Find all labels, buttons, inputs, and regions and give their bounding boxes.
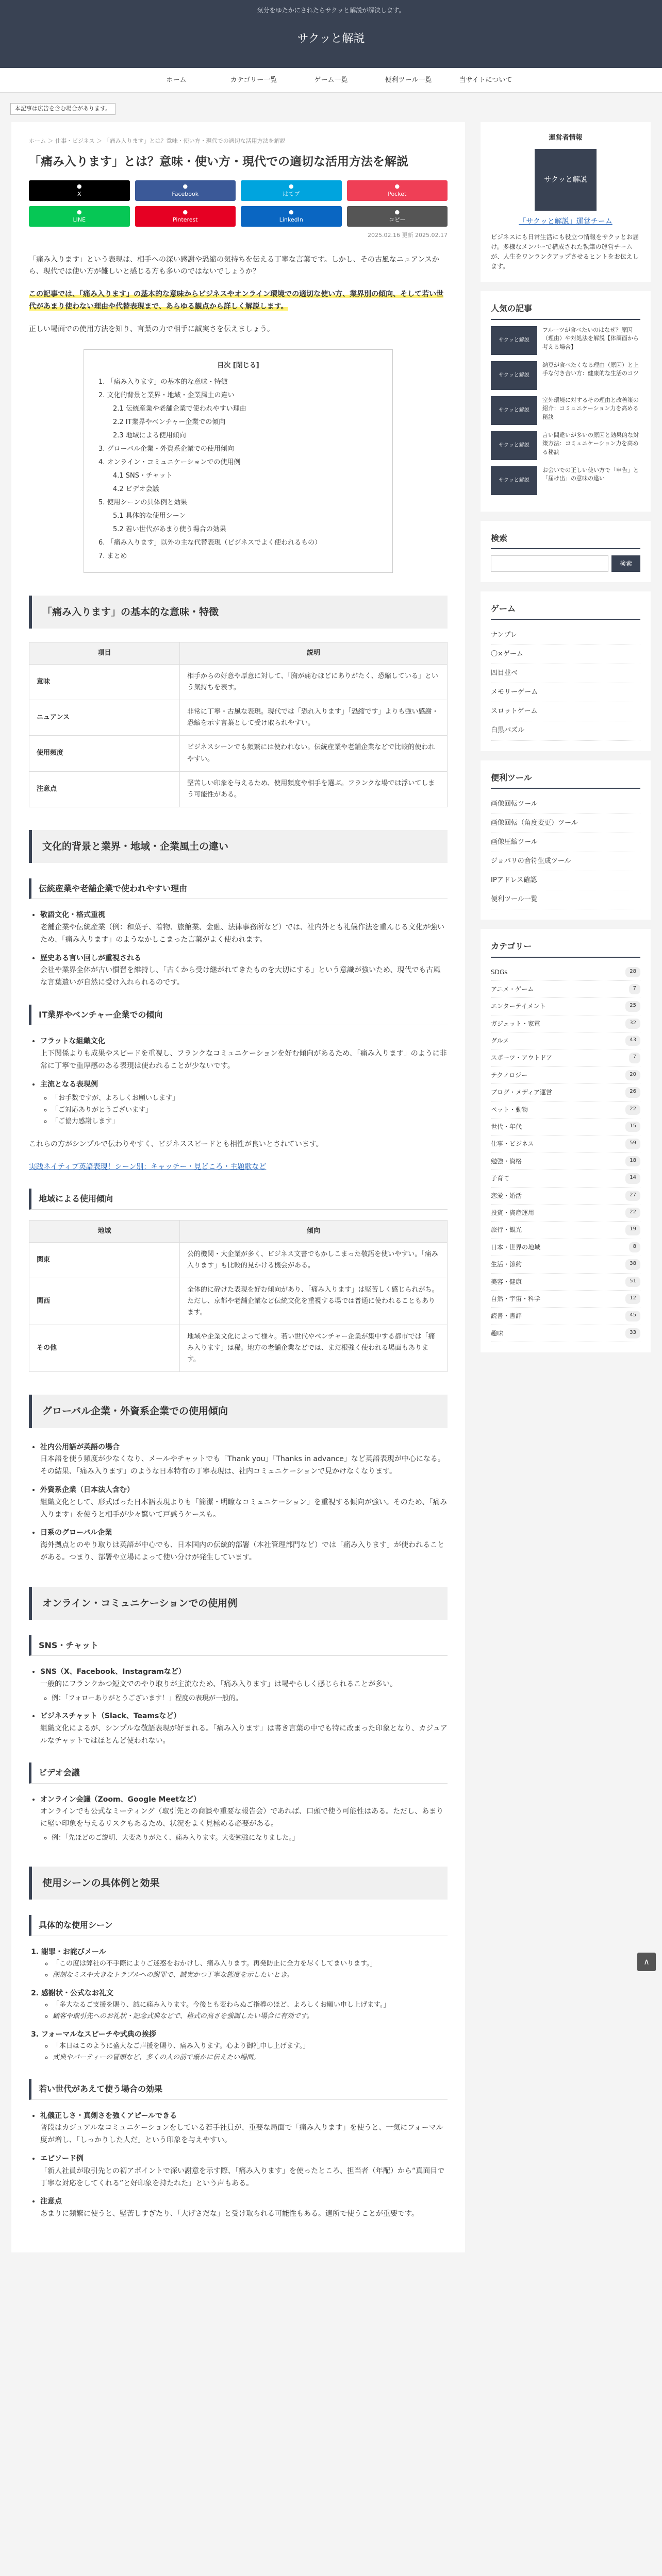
intro-2-highlight: この記事では、「痛み入ります」の基本的な意味からビジネスやオンライン環境での適切な使い方、業界別の傾向、そして若い世代があまり使わない理由や代替表現まで、あらゆる観点から詳しく解説します。 [29,290,444,311]
table-header: 地域 [29,1220,180,1242]
post-thumbnail: サクッと解説 [491,466,537,495]
tool-link[interactable]: 便利ツール一覧 [491,890,640,909]
category-name: 読書・書評 [491,1312,522,1320]
summary-text: これらの方がシンプルで伝わりやすく、ビジネススピードとも相性が良いとされています。 [29,1140,323,1148]
global-list [29,1442,448,1564]
toc-title[interactable]: 目次 [閉じる] [217,361,259,369]
list-item [40,1710,448,1747]
category-link[interactable] [491,998,640,1015]
table-row [29,1325,448,1372]
category-link[interactable] [491,1015,640,1032]
toc-item[interactable]: 5.2 若い世代があまり使う場合の効果 [113,525,226,533]
nav-item[interactable]: 便利ツール一覧 [385,76,432,84]
share-icon: ● [288,182,294,190]
category-name: 日本・世界の地域 [491,1243,541,1251]
tool-heading: 便利ツール [491,771,640,789]
example-item [53,2052,448,2063]
category-count: 7 [629,1053,640,1063]
post-title[interactable]: 納豆が食べたくなる理由（原因）と上手な付き合い方：健康的な生活のコツ [542,361,639,377]
category-link[interactable] [491,1136,640,1153]
share-icon: ● [183,182,188,190]
list-item [40,1527,448,1564]
list-item-title: • 主流となる表現例 [40,1080,98,1089]
post-thumbnail: サクッと解説 [491,361,537,390]
table-cell: 関西 [29,1278,180,1325]
toc-item[interactable]: 2. 文化的背景と業界・地域・企業風土の違い [98,391,235,399]
example-item: ◦ 「ご対応ありがとうございます」 [52,1105,448,1116]
share-icon: ● [394,208,400,215]
popular-post[interactable] [491,361,640,390]
share-icon: ● [183,208,188,215]
category-link[interactable] [491,1118,640,1136]
header-notice: 気分をゆたかにされたらサクッと解説が解決します。 [0,0,662,21]
category-name: スポーツ・アウトドア [491,1054,553,1062]
it-list [29,1036,448,1127]
list-item-title: • 社内公用語が英語の場合 [40,1443,120,1451]
list-item-title: • フラットな組織文化 [40,1037,105,1046]
table-cell: 関東 [29,1242,180,1278]
subheading-5-1: 具体的な使用シーン [29,1915,448,1936]
list-item-title: • 敬語文化・格式重視 [40,911,105,920]
popular-post[interactable] [491,396,640,425]
list-item-title: • 礼儀正しさ・真剣さを強くアピールできる [40,2111,177,2120]
site-title[interactable]: サクッと解説 [0,21,662,68]
category-name: 仕事・ビジネス [491,1140,534,1148]
category-count: 43 [625,1036,640,1046]
category-name: ブログ・メディア運営 [491,1089,553,1096]
example-item [53,1970,448,1981]
table-of-contents [84,349,393,573]
intro-2 [29,289,448,313]
table-cell: 意味 [29,665,180,700]
list-item-title: • SNS（X、Facebook、Instagramなど） [40,1668,186,1676]
breadcrumb[interactable]: ホーム ＞ 仕事・ビジネス ＞ 「痛み入ります」とは？意味・使い方・現代での適切な活用方法を解説 [29,137,286,144]
category-link[interactable] [491,1256,640,1273]
section-heading-4: オンライン・コミュニケーションでの使用例 [29,1587,448,1620]
list-item-text: あまりに頻繁に使うと、堅苦しすぎたり、「大げさだな」と受け取られる可能性もある。適所で使うことが重要です。 [40,2210,419,2218]
toc-item[interactable]: 2.2 IT業界やベンチャー企業での傾向 [113,418,226,426]
share-icon: ● [394,182,400,190]
popular-heading: 人気の記事 [491,301,640,319]
example-item: ◦ 「ご協力感謝します」 [52,1116,448,1127]
game-link[interactable]: スロットゲーム [491,702,640,721]
post-dates: 2025.02.16 更新 2025.02.17 [368,231,448,239]
category-name: 趣味 [491,1329,504,1337]
related-link[interactable]: 実践ネイティブ英語表現！シーン別：キャッチー・見どころ・主題歌など [29,1162,267,1171]
list-item-text: 「新人社員が取引先との初アポイントで深い謝意を示す際、「痛み入ります」を使ったところ、担当者（年配）から“真面目で丁寧な対応をしてくれる”と好印象を持たれた」という声もある。 [40,2166,445,2188]
category-link[interactable] [491,1239,640,1256]
table-cell: 全体的に砕けた表現を好む傾向があり、「痛み入ります」は堅苦しく感じられがち。ただし、京都や老舗企業など伝統文化を重視する場では普通に使われることもあります。 [179,1278,447,1325]
table-row [29,736,448,771]
list-item-text: 会社や業界全体が古い慣習を維持し、「古くから受け継がれてきたものを大切にする」という意識が強いため、現代でも古風な言葉遣いが自然に受け入れられるのです。 [40,966,441,987]
category-name: ペット・動物 [491,1106,528,1113]
meaning-table [29,642,448,807]
ad-notice: 本記事は広告を含む場合があります。 [10,103,115,115]
list-item-text: 日本語を使う頻度が少なくなり、メールやチャットでも「Thank you」「Thanks in advance」など英語表現が中心になる。その結果、「痛み入ります」のような日本特有の丁寧表現は、社内コミュニケーションで見かけなくなります。 [40,1455,445,1476]
article [11,122,465,2252]
list-item-title: • 注意点 [40,2197,62,2206]
share-icon: ● [76,182,82,190]
toc-item[interactable]: 5. 使用シーンの具体例と効果 [98,498,188,506]
share-button-7[interactable] [347,206,448,227]
table-row [29,700,448,736]
share-label: Pocket [388,191,407,198]
list-item [41,2029,448,2064]
toc-item[interactable]: 1. 「痛み入ります」の基本的な意味・特徴 [98,378,228,386]
region-table [29,1220,448,1372]
subheading-2-1: 伝統産業や老舗企業で使われやすい理由 [29,878,448,899]
admin-label: 運営者情報 [549,133,583,142]
category-count: 59 [625,1139,640,1149]
category-count: 32 [625,1019,640,1029]
post-title[interactable]: 言い間違いが多いの原因と効果的な対策方法：コミュニケーション力を高める秘訣 [542,431,639,455]
example-text: 式典やパーティーの冒頭など、多くの人の前で厳かに伝えたい場面。 [53,2054,260,2062]
list-sub [41,1958,448,1981]
example-item [53,1999,448,2011]
category-count: 45 [625,1311,640,1321]
share-button-0[interactable] [29,180,130,201]
category-count: 25 [625,1001,640,1011]
table-row [29,771,448,807]
share-button-6[interactable] [241,206,342,227]
category-name: アニメ・ゲーム [491,985,534,993]
category-link[interactable] [491,1153,640,1170]
toc-item[interactable]: 4. オンライン・コミュニケーションでの使用例 [98,458,241,466]
share-label: はてブ [283,191,300,198]
category-name: SDGs [491,968,508,976]
post-title[interactable]: お会いでの正しい使い方で「申告」と「届け出」の意味の違い [542,466,639,482]
game-heading: ゲーム [491,602,640,620]
post-thumbnail: サクッと解説 [491,431,537,460]
list-item-title: フォーマルなスピーチや式典の挨拶 [41,2030,156,2039]
nav-item[interactable]: 当サイトについて [459,76,512,84]
list-item-title: • 日系のグローバル企業 [40,1529,112,1537]
share-icon: ● [288,208,294,215]
share-button-1[interactable] [135,180,236,201]
table-cell: 注意点 [29,771,180,807]
list-item-text: 一般的にフランクかつ短文でのやり取りが主流なため、「痛み入ります」は場やらしく感じられることが多い。 [40,1680,398,1689]
category-name: 恋愛・婚活 [491,1192,522,1199]
nav-item[interactable]: カテゴリー一覧 [230,76,277,84]
table-cell: ニュアンス [29,700,180,736]
category-name: グルメ [491,1037,509,1045]
table-header: 説明 [179,642,447,664]
category-name: 美容・健康 [491,1278,522,1285]
category-link[interactable] [491,1291,640,1308]
list-item [40,953,448,989]
category-link[interactable] [491,1049,640,1066]
subheading-4-1: SNS・チャット [29,1635,448,1656]
category-count: 28 [625,967,640,977]
search-input[interactable] [491,555,608,572]
list-item-title: 感謝状・公式なお礼文 [41,1989,113,1997]
table-cell: 非常に丁寧・古風な表現。現代では「恐れ入ります」「恐縮です」よりも強い感謝・恐縮を示す言葉として受け取られやすい。 [179,700,447,736]
example-item [53,1958,448,1970]
share-button-3[interactable] [347,180,448,201]
category-count: 15 [625,1122,640,1132]
category-name: 投資・資産運用 [491,1209,535,1216]
category-link[interactable] [491,1325,640,1342]
table-cell: ビジネスシーンでも頻繁には使われない。伝統産業や老舗企業などで比較的使われやすい。 [179,736,447,771]
list-item-title: • オンライン会議（Zoom、Google Meetなど） [40,1795,201,1804]
search-heading: 検索 [491,531,640,549]
table-cell: 地域や企業文化によって様々。若い世代やベンチャー企業が集中する都市では「痛み入ります」は稀。地方の老舗企業などでは、まだ根強く使われる場面もあります。 [179,1325,447,1372]
share-icon: ● [76,208,82,215]
table-header-row [29,642,448,664]
category-name: 旅行・観光 [491,1226,522,1234]
table-cell: 使用頻度 [29,736,180,771]
post-thumbnail: サクッと解説 [491,326,537,355]
search-widget [481,521,651,582]
example-item: ◦ 例：「フォローありがとうございます！」程度の表現が一般的。 [52,1693,448,1704]
table-header: 項目 [29,642,180,664]
example-item: ◦ 例：「先ほどのご説明、大変ありがたく、痛み入ります。大変勉強になりました。」 [52,1833,448,1844]
share-label: Facebook [172,191,199,198]
list-sub [41,2041,448,2063]
game-link[interactable]: 四目並べ [491,664,640,683]
list-item-title: • 外資系企業（日本法人含む） [40,1486,134,1495]
example-item [53,2011,448,2022]
post-thumbnail: サクッと解説 [491,396,537,425]
category-name: 子育て [491,1175,510,1182]
list-item-text: 上下関係よりも成果やスピードを重視し、フランクなコミュニケーションを好む傾向があるため、「痛み入ります」のように非常に丁寧で重厚感のある表現は使われることが少ないです。 [40,1049,447,1070]
sns-list [29,1666,448,1747]
list-sub [41,1999,448,2022]
list-item [40,909,448,946]
example-text: 「多大なるご支援を賜り、誠に痛み入ります。今後とも変わらぬご指導のほど、よろしくお願い申し上げます。」 [53,2001,390,2009]
nav-item[interactable]: ゲーム一覧 [314,76,348,84]
example-text: 顧客や取引先へのお礼状・記念式典などで、格式の高さを強調したい場合に有効です。 [53,2012,313,2021]
toc-item[interactable]: 4.2 ビデオ会議 [113,485,159,493]
list-item [40,2196,448,2221]
tool-link[interactable]: 画像回転ツール [491,795,640,814]
category-count: 22 [625,1105,640,1115]
share-label: X [77,191,81,198]
subheading-2-2: IT業界やベンチャー企業での傾向 [29,1005,448,1025]
subheading-5-2: 若い世代があえて使う場合の効果 [29,2079,448,2099]
list-item [40,2153,448,2190]
global-nav [0,68,662,93]
list-item-text: 組織文化によるが、シンプルな敬語表現が好まれる。「痛み入ります」は書き言葉の中でも特に改まった印象となり、カジュアルなチャットではほとんど使われない。 [40,1724,448,1745]
admin-description: ビジネスにも日常生活にも役立つ情報をサクッとお届け。多様なメンバーで構成された執筆の運営チームが、人生をワンランクアップさせるヒントをお伝えします。 [491,233,639,270]
category-link[interactable] [491,1222,640,1239]
list-item-text: 組織文化として、形式ばった日本語表現よりも「簡潔・明瞭なコミュニケーション」を重視する傾向が強い。そのため、「痛み入ります」を使うと相手が少々驚いて戸惑うケースも。 [40,1498,448,1519]
table-cell: 公的機関・大企業が多く、ビジネス文書でもかしこまった敬語を使いやすい。「痛み入ります」も比較的見かける機会がある。 [179,1242,447,1278]
category-count: 22 [625,1208,640,1218]
scene-list [29,1946,448,2064]
game-link[interactable]: 白黒パズル [491,721,640,740]
example-text: 深刻なミスや大きなトラブルへの謝罪で、誠実かつ丁寧な態度を示したいとき。 [53,1971,293,1979]
page-title: 「痛み入ります」とは？意味・使い方・現代での適切な活用方法を解説 [29,155,408,169]
popular-post[interactable] [491,326,640,355]
category-name: 世代・年代 [491,1123,522,1131]
list-item [41,1988,448,2023]
toc-item[interactable]: 7. まとめ [98,552,127,560]
category-name: 勉強・資格 [491,1157,522,1165]
category-link[interactable] [491,1067,640,1084]
share-button-4[interactable] [29,206,130,227]
category-link[interactable] [491,1084,640,1101]
category-heading: カテゴリー [491,939,640,957]
game-link[interactable]: 〇×ゲーム [491,645,640,664]
list-item-title: • 歴史ある言い回しが重視される [40,954,141,962]
example-item [53,2041,448,2052]
category-count: 19 [625,1225,640,1235]
tool-link[interactable]: 画像回転（角度変更）ツール [491,814,640,833]
table-header: 傾向 [179,1220,447,1242]
toc-item[interactable]: 5.1 具体的な使用シーン [113,512,186,520]
list-item-text: 老舗企業や伝統産業（例：和菓子、着物、旅館業、金融、法律事務所など）では、社内外とも礼儀作法を重んじる文化が強いため、「痛み入ります」のようなかしこまった言葉がよく使われます。 [40,923,444,944]
toc-item[interactable]: 4.1 SNS・チャット [113,471,173,480]
nav-item[interactable]: ホーム [166,76,187,84]
category-name: テクノロジー [491,1071,528,1079]
list-item-title: • ビジネスチャット（Slack、Teamsなど） [40,1711,181,1720]
tradition-list [29,909,448,989]
young-list [29,2110,448,2221]
category-count: 7 [629,984,640,994]
popular-post[interactable] [491,431,640,460]
toc-item[interactable]: 3. グローバル企業・外資系企業での使用傾向 [98,445,234,453]
category-link[interactable] [491,1170,640,1187]
list-item [40,1794,448,1844]
section-heading-5: 使用シーンの具体例と効果 [29,1867,448,1900]
share-label: コピー [388,216,406,224]
list-item-title: 謝罪・お詫びメール [41,1947,106,1956]
list-item-text: 普段はカジュアルなコミュニケーションをしている若手社員が、重要な局面で「痛み入ります」を使うと、一気にフォーマル度が増し、「しっかりした人だ」という印象を与えやすい。 [40,2124,443,2145]
toc-item[interactable]: 2.3 地域による使用傾向 [113,431,186,439]
category-widget [481,929,651,1352]
section-heading-1: 「痛み入ります」の基本的な意味・特徴 [29,596,448,629]
list-item [40,1666,448,1704]
list-item [40,1079,448,1127]
popular-post[interactable] [491,466,640,495]
list-item-text: オンラインでも公式なミーティング（取引先との商談や重要な報告会）であれば、口頭で使う可能性はある。ただし、あまりに堅い印象を与えるリスクもあるため、状況をよく見極める必要がある。 [40,1807,444,1828]
table-row [29,665,448,700]
category-count: 26 [625,1087,640,1097]
category-count: 20 [625,1070,640,1080]
list-item [40,1442,448,1478]
category-link[interactable] [491,964,640,981]
popular-posts [481,291,651,511]
category-count: 8 [629,1242,640,1252]
intro-3: 正しい場面での使用方法を知り、言葉の力で相手に誠実さを伝えましょう。 [29,325,274,333]
post-title[interactable]: フルーツが食べたいのはなぜ？原因（理由）や対処法を解説【体調面から考える場合】 [542,326,639,350]
example-text: 「この度は弊社の不手際によりご迷惑をおかけし、痛み入ります。再発防止に全力を尽くしてまいります。」 [53,1960,377,1968]
category-count: 33 [625,1328,640,1338]
tool-link[interactable]: IPアドレス確認 [491,871,640,890]
table-cell: その他 [29,1325,180,1372]
go-top-button[interactable]: ∧ [637,1953,656,1971]
category-count: 27 [625,1191,640,1201]
category-count: 12 [625,1294,640,1304]
list-item [40,2110,448,2147]
table-row [29,1278,448,1325]
category-name: 自然・宇宙・科学 [491,1295,541,1302]
search-button[interactable]: 検索 [611,555,640,572]
tool-widget [481,760,651,920]
share-button-2[interactable] [241,180,342,201]
share-button-5[interactable] [135,206,236,227]
game-link[interactable]: ナンプレ [491,626,640,645]
category-link[interactable] [491,981,640,998]
table-cell: 堅苦しい印象を与えるため、使用頻度や相手を選ぶ。フランクな場では浮いてしまう可能性がある。 [179,771,447,807]
table-row [29,1242,448,1278]
section-heading-3: グローバル企業・外資系企業での使用傾向 [29,1395,448,1428]
section-heading-2: 文化的背景と業界・地域・企業風土の違い [29,830,448,863]
category-name: 生活・節約 [491,1261,522,1268]
category-link[interactable] [491,1101,640,1118]
share-label: LinkedIn [279,216,303,224]
tool-link[interactable]: ジョバリの音符生成ツール [491,852,640,871]
toc-item[interactable]: 2.1 伝統産業や老舗企業で使われやすい理由 [113,404,246,413]
subheading-4-2: ビデオ会議 [29,1762,448,1783]
list-item-text: 海外拠点とのやり取りは英語が中心でも、日本国内の伝統的部署（本社管理部門など）では「痛み入ります」が使われることがある。つまり、部署や立場によって使い分けが発生しています。 [40,1541,444,1562]
sidebar [481,122,651,1362]
game-link[interactable]: メモリーゲーム [491,683,640,702]
example-item: ◦ 「お手数ですが、よろしくお願いします」 [52,1093,448,1104]
category-link[interactable] [491,1188,640,1205]
category-link[interactable] [491,1032,640,1049]
post-title[interactable]: 室外環境に対するその理由と改善策の紹介：コミュニケーション力を高める秘訣 [542,396,639,420]
list-item-title: • エピソード例 [40,2155,84,2163]
category-count: 18 [625,1156,640,1166]
category-link[interactable] [491,1205,640,1222]
admin-name-link[interactable]: 「サクッと解説」運営チーム [519,217,613,226]
intro-1: 「痛み入ります」という表現は、相手への深い感謝や恐縮の気持ちを伝える丁寧な言葉です。しかし、その古風なニュアンスから、現代では使い方が難しいと感じる方も多いのではないでしょうか？ [29,255,439,276]
category-link[interactable] [491,1274,640,1291]
list-item [41,1946,448,1981]
subheading-2-3: 地域による使用傾向 [29,1189,448,1209]
category-count: 51 [625,1277,640,1287]
list-item [40,1484,448,1521]
category-link[interactable] [491,1308,640,1325]
share-label: Pinterest [172,216,198,224]
table-header-row [29,1220,448,1242]
share-label: LINE [73,216,86,224]
category-name: エンターテイメント [491,1003,546,1010]
table-cell: 相手からの好意や厚意に対して、「胸が痛むほどにありがたく、恐縮している」という気持ちを表す。 [179,665,447,700]
share-buttons [29,180,448,227]
category-name: ガジェット・家電 [491,1020,540,1027]
tool-link[interactable]: 画像圧縮ツール [491,833,640,852]
admin-avatar: サクッと解説 [535,149,597,211]
admin-card [481,122,651,282]
category-count: 38 [625,1259,640,1269]
video-list [29,1794,448,1844]
game-widget [481,591,651,751]
category-count: 14 [625,1173,640,1183]
example-text: 「本日はこのように盛大なご声援を賜り、痛み入ります。心より御礼申し上げます。」 [53,2042,310,2050]
list-item [40,1036,448,1072]
toc-item[interactable]: 6. 「痛み入ります」以外の主な代替表現（ビジネスでよく使われるもの） [98,538,322,547]
